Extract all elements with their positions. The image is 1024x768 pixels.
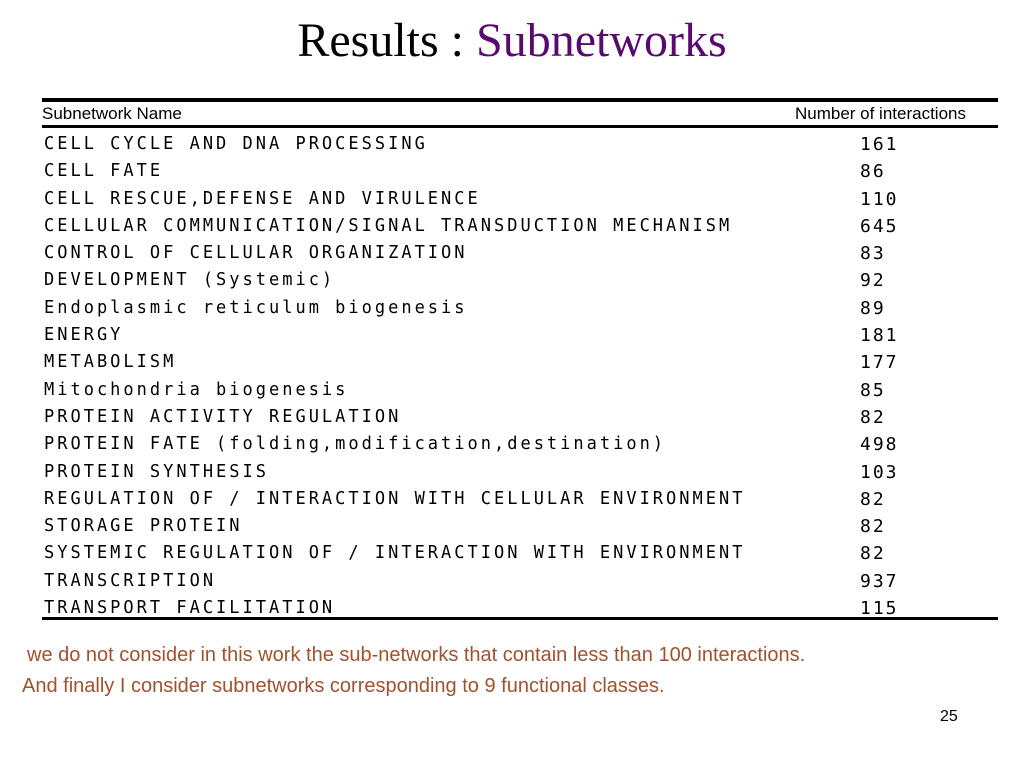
table-row [42,540,998,567]
table-row [42,377,998,404]
subnetwork-name: PROTEIN SYNTHESIS [44,461,269,483]
interaction-count: 82 [860,543,886,565]
interaction-count: 89 [860,297,886,319]
subnetwork-name: CONTROL OF CELLULAR ORGANIZATION [44,242,468,264]
table-row [42,267,998,294]
slide-title [0,10,1024,72]
subnetwork-name: TRANSCRIPTION [44,570,217,592]
table-row [42,486,998,513]
table-row [42,158,998,185]
page-number: 25 [940,708,958,725]
subnetwork-name: ENERGY [44,324,124,346]
subnetwork-name: METABOLISM [44,351,177,373]
subnetwork-name: CELLULAR COMMUNICATION/SIGNAL TRANSDUCTION MECHANISM [44,215,733,237]
interaction-count: 82 [860,406,886,428]
slide-title-prefix: Results : [297,14,476,67]
slide-title-accent: Subnetworks [476,14,727,67]
table-row [42,322,998,349]
subnetwork-name: Endoplasmic reticulum biogenesis [44,297,468,319]
interaction-count: 498 [860,434,899,456]
interaction-count: 86 [860,161,886,183]
interaction-count: 181 [860,325,899,347]
interaction-count: 92 [860,270,886,292]
interaction-count: 645 [860,215,899,237]
interaction-count: 82 [860,516,886,538]
subnetwork-name: Mitochondria biogenesis [44,379,349,401]
table-row [42,459,998,486]
interaction-count: 83 [860,243,886,265]
interaction-count: 85 [860,379,886,401]
subnetwork-name: CELL RESCUE,DEFENSE AND VIRULENCE [44,188,481,210]
subnetwork-name: STORAGE PROTEIN [44,515,243,537]
table-row [42,131,998,158]
table-row [42,213,998,240]
subnetwork-name: PROTEIN ACTIVITY REGULATION [44,406,402,428]
interaction-count: 177 [860,352,899,374]
table-row [42,349,998,376]
interaction-count: 161 [860,134,899,155]
table-body [42,131,998,622]
interaction-count: 115 [860,598,899,620]
header-subnetwork-name: Subnetwork Name [42,104,182,123]
header-number-of-interactions: Number of interactions [794,104,966,123]
interaction-count: 937 [860,570,899,592]
interaction-count: 110 [860,188,899,210]
table-header [42,102,998,128]
subnetwork-name: SYSTEMIC REGULATION OF / INTERACTION WITH ENVIRONMENT [44,542,746,564]
table-row [42,513,998,540]
subnetworks-table [42,98,998,620]
table-row [42,240,998,267]
subnetwork-name: CELL FATE [44,160,164,182]
table-row [42,595,998,622]
subnetwork-name: PROTEIN FATE (folding,modification,destination) [44,433,667,455]
interaction-count: 103 [860,461,899,483]
table-row [42,404,998,431]
table-row [42,295,998,322]
subnetwork-name: DEVELOPMENT (Systemic) [44,269,336,291]
table-row [42,568,998,595]
subnetwork-name: TRANSPORT FACILITATION [44,597,336,619]
table-row [42,186,998,213]
note-exclusion: we do not consider in this work the sub-networks that contain less than 100 interactions. [27,644,806,666]
note-functional-classes: And finally I consider subnetworks corresponding to 9 functional classes. [22,675,665,697]
table-row [42,431,998,458]
interaction-count: 82 [860,488,886,510]
subnetwork-name: REGULATION OF / INTERACTION WITH CELLULAR ENVIRONMENT [44,488,746,510]
subnetwork-name: CELL CYCLE AND DNA PROCESSING [44,133,428,155]
